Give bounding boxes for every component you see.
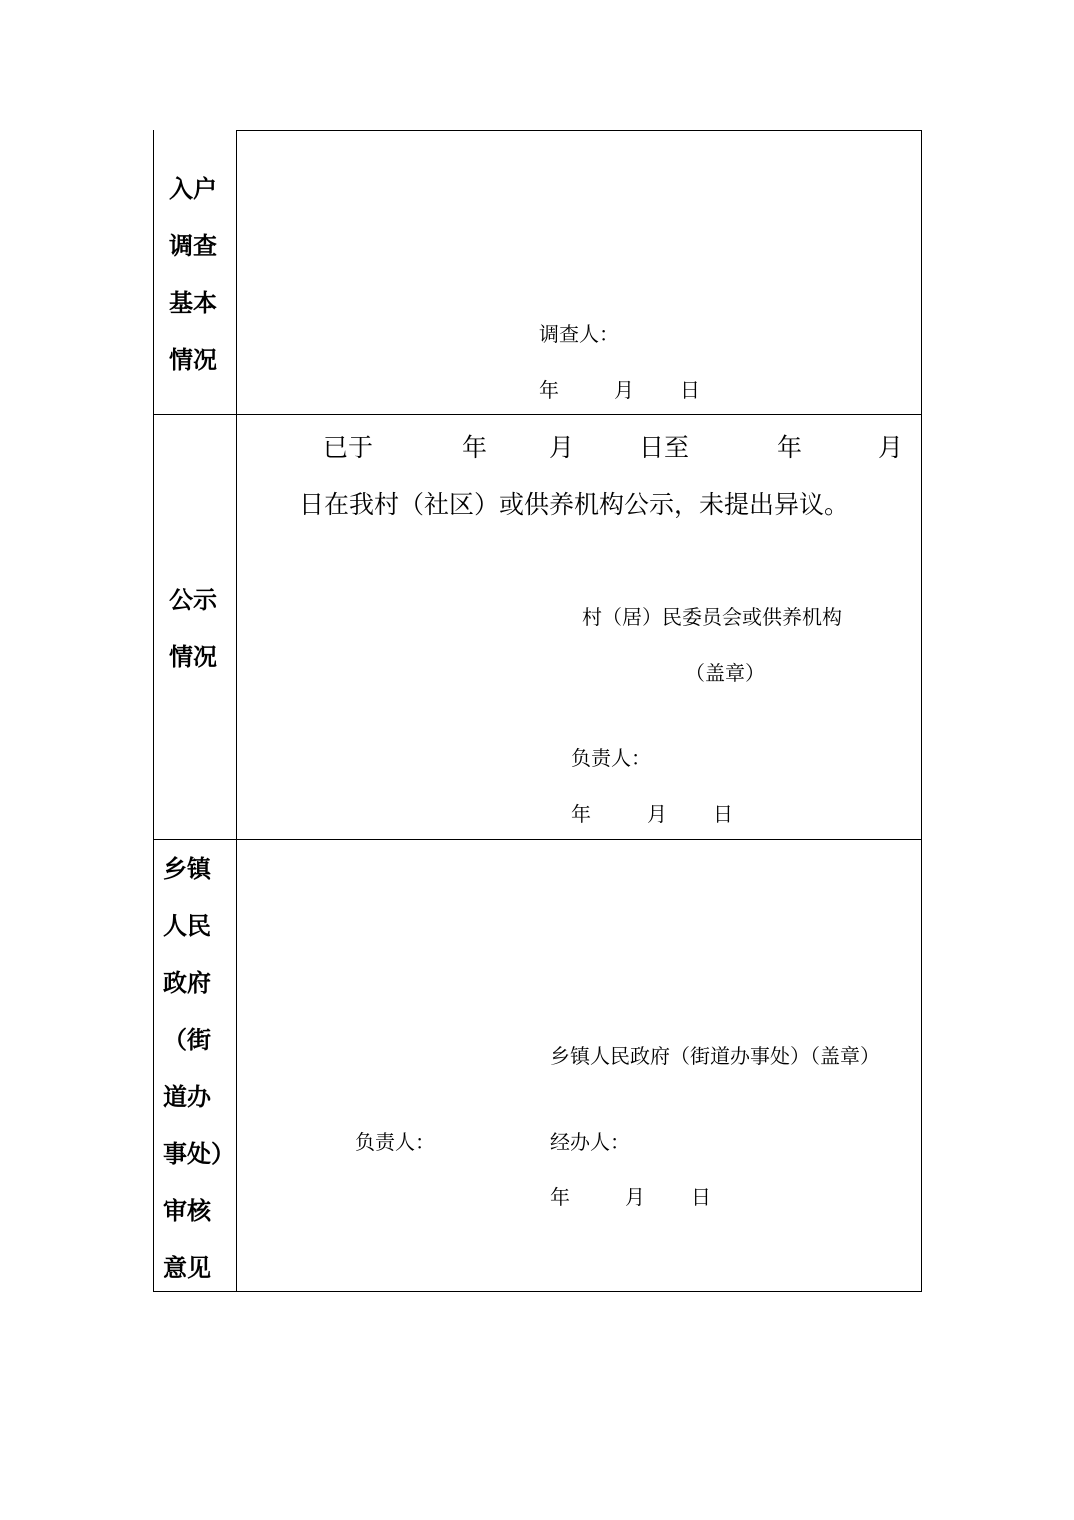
label-line: 基本	[169, 288, 217, 317]
label-line: 人民	[163, 911, 211, 940]
label-line: 乡镇	[163, 854, 211, 883]
notice-text-day-to: 日至	[639, 433, 690, 462]
table-row-divider-1	[153, 414, 922, 415]
notice-date-year: 年	[571, 802, 591, 826]
label-line: 事处）	[163, 1139, 235, 1168]
table-border-bottom	[153, 1291, 922, 1292]
notice-date-month: 月	[647, 802, 667, 826]
label-line: 情况	[169, 345, 217, 374]
label-line: 审核	[163, 1196, 211, 1225]
notice-responsible-label: 负责人：	[571, 746, 651, 770]
review-section-label	[163, 840, 235, 1296]
table-border-column	[236, 130, 237, 1292]
review-date-day: 日	[691, 1185, 711, 1209]
table-border-right	[921, 130, 922, 1292]
label-line: 公示	[169, 585, 217, 614]
table-border-left	[153, 130, 154, 1292]
survey-date-day: 日	[680, 378, 700, 402]
label-line: （街	[163, 1025, 211, 1054]
label-line: 意见	[163, 1253, 211, 1282]
government-seal-label: 乡镇人民政府（街道办事处）（盖章）	[550, 1044, 880, 1068]
notice-text-from: 已于	[323, 433, 374, 462]
notice-text-line-2: 日在我村（社区）或供养机构公示，未提出异议。	[299, 490, 850, 519]
survey-date-year: 年	[539, 378, 559, 402]
seal-label: （盖章）	[685, 661, 765, 685]
table-border-top	[236, 130, 922, 131]
review-date-month: 月	[625, 1185, 645, 1209]
label-line: 情况	[169, 642, 217, 671]
notice-text-year: 年	[462, 433, 488, 462]
committee-label: 村（居）民委员会或供养机构	[582, 605, 842, 629]
label-line: 入户	[169, 174, 217, 203]
table-row-divider-2	[153, 839, 922, 840]
notice-section-label	[169, 571, 217, 685]
label-line: 政府	[163, 968, 211, 997]
review-responsible-label: 负责人：	[355, 1130, 435, 1154]
investigator-label: 调查人：	[539, 322, 619, 346]
handler-label: 经办人：	[550, 1130, 630, 1154]
notice-text-year-2: 年	[777, 433, 803, 462]
label-line: 调查	[169, 231, 217, 260]
notice-text-month-2: 月	[878, 433, 904, 462]
survey-date-month: 月	[614, 378, 634, 402]
notice-date-day: 日	[713, 802, 733, 826]
label-line: 道办	[163, 1082, 211, 1111]
survey-section-label	[169, 160, 217, 388]
notice-text-month: 月	[549, 433, 575, 462]
review-date-year: 年	[550, 1185, 570, 1209]
